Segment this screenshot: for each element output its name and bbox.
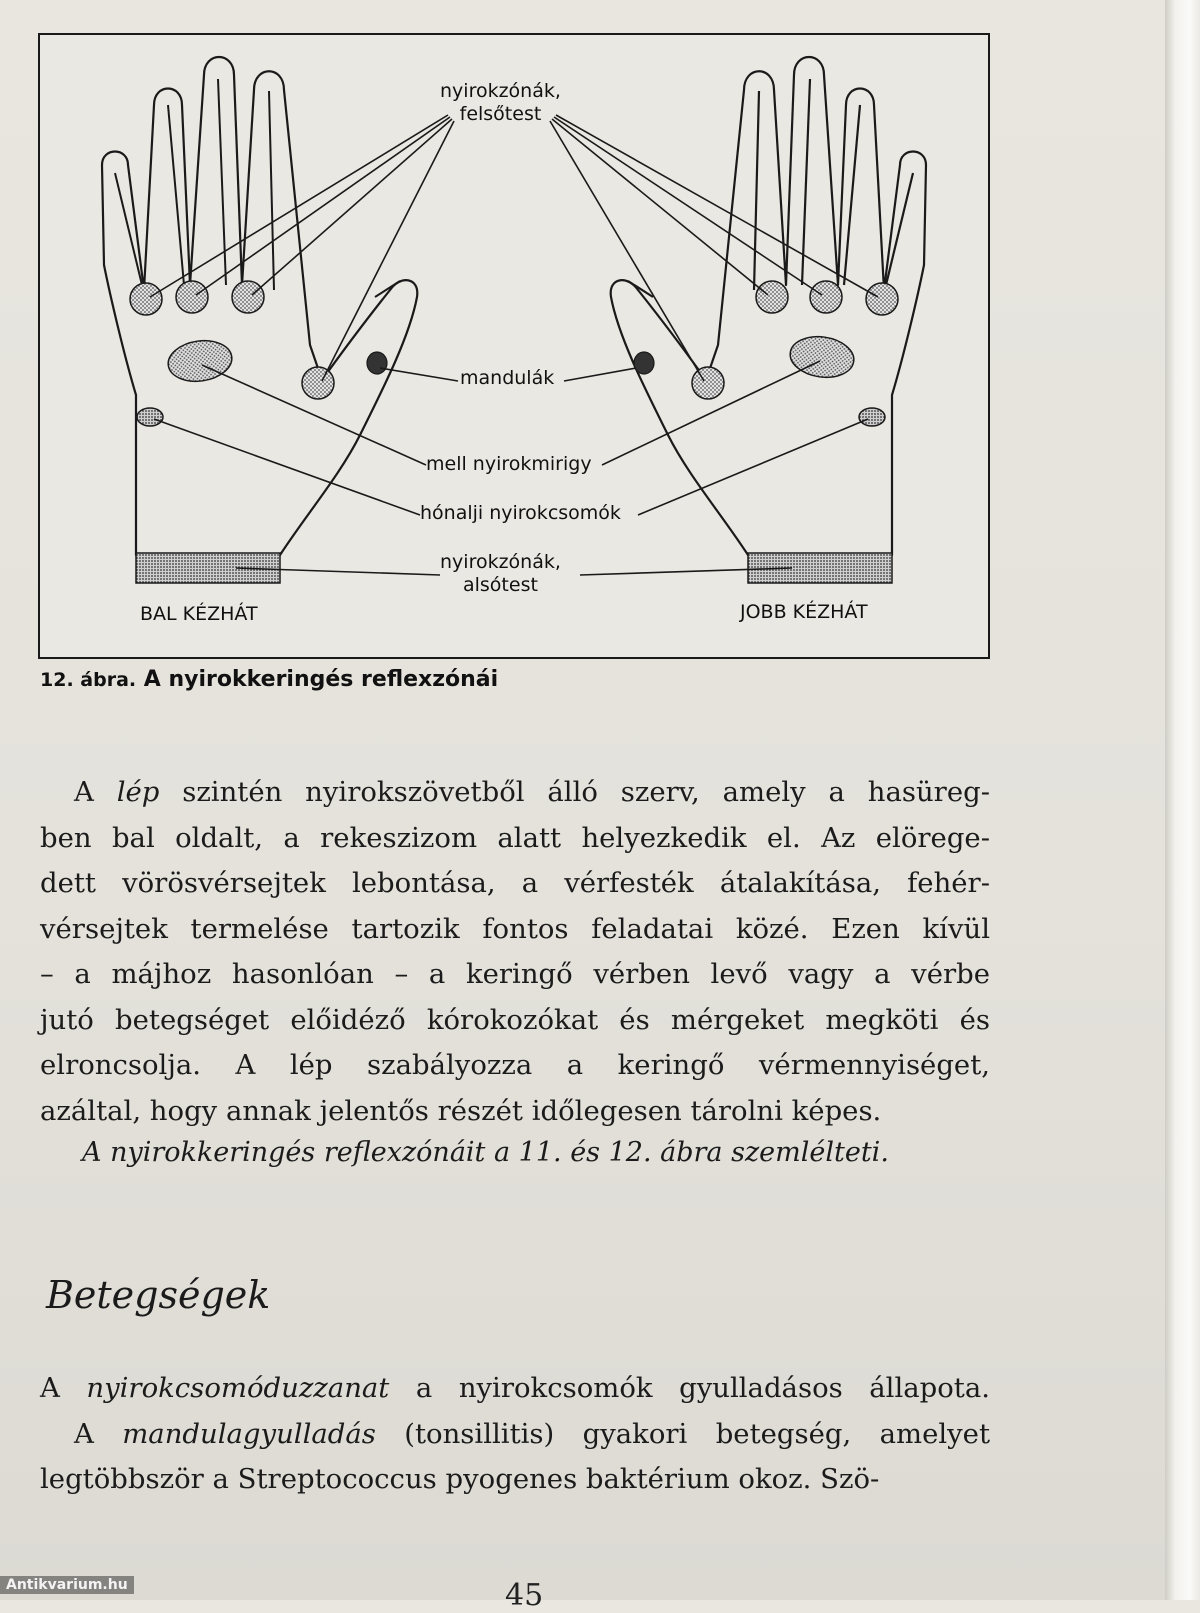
text-line: legtöbbször a Streptococcus pyogenes baktérium okoz. Szö-	[40, 1463, 880, 1495]
left-upper-zone-1	[130, 283, 162, 315]
right-axillary-zone	[859, 408, 885, 426]
caption-title: A nyirokkeringés reflexzónái	[143, 667, 499, 692]
text-line: A lép szintén nyirokszövetből álló szerv, amely a hasüreg-	[74, 776, 990, 808]
left-upper-zone-4	[302, 367, 334, 399]
label-left-hand: BAL KÉZHÁT	[140, 603, 258, 625]
right-upper-zone-3	[756, 281, 788, 313]
section-heading: Betegségek	[46, 1273, 271, 1317]
text-line: azáltal, hogy annak jelentős részét időlegesen tárolni képes.	[40, 1094, 882, 1127]
text-line: A mandulagyulladás (tonsillitis) gyakori betegség, amelyet	[74, 1417, 990, 1450]
right-upper-zone-1	[866, 283, 898, 315]
text-line: dett vörösvérsejtek lebontása, a vérfesték átalakítása, fehér-	[40, 867, 990, 899]
right-upper-zone-4	[692, 367, 724, 399]
label-right-hand: JOBB KÉZHÁT	[740, 601, 868, 623]
text-line: A nyirokcsomóduzzanat a nyirokcsomók gyulladásos állapota.	[40, 1372, 990, 1404]
left-axillary-zone	[137, 408, 163, 426]
page-edge	[1165, 0, 1200, 1600]
paragraph-spleen	[40, 770, 990, 1134]
figure-reference-note: A nyirokkeringés reflexzónáit a 11. és 12. ábra szemlélteti.	[82, 1137, 889, 1168]
text-line: vérsejtek termelése tartozik fontos feladatai közé. Ezen kívül	[40, 912, 990, 945]
caption-number: 12. ábra.	[40, 669, 137, 691]
right-tonsil-zone	[634, 352, 654, 374]
paragraph-diseases	[40, 1366, 990, 1503]
text-line: jutó betegséget előidéző kórokozókat és mérgeket megköti és	[40, 1003, 990, 1036]
label-upper-body-zones: nyirokzónák, felsőtest	[440, 80, 561, 125]
label-tonsils: mandulák	[460, 367, 555, 389]
reflexzone-figure	[38, 33, 990, 659]
right-upper-zone-2	[810, 281, 842, 313]
label-breast-lymph: mell nyirokmirigy	[426, 453, 592, 475]
text-line: ben bal oldalt, a rekeszizom alatt helyezkedik el. Az elörege-	[40, 821, 990, 854]
right-breast-zone	[788, 333, 857, 382]
watermark: Antikvarium.hu	[0, 1576, 134, 1594]
left-upper-zone-2	[176, 281, 208, 313]
left-tonsil-zone	[367, 352, 387, 374]
page-number: 45	[505, 1578, 544, 1613]
text-line: – a májhoz hasonlóan – a keringő vérben levő vagy a vérbe	[40, 958, 990, 990]
figure-caption	[40, 667, 498, 692]
left-breast-zone	[166, 337, 235, 386]
label-axillary-nodes: hónalji nyirokcsomók	[420, 502, 621, 524]
left-upper-zone-3	[232, 281, 264, 313]
text-line: elroncsolja. A lép szabályozza a keringő vérmennyiséget,	[40, 1049, 990, 1081]
label-lower-body-zones: nyirokzónák, alsótest	[440, 551, 561, 596]
